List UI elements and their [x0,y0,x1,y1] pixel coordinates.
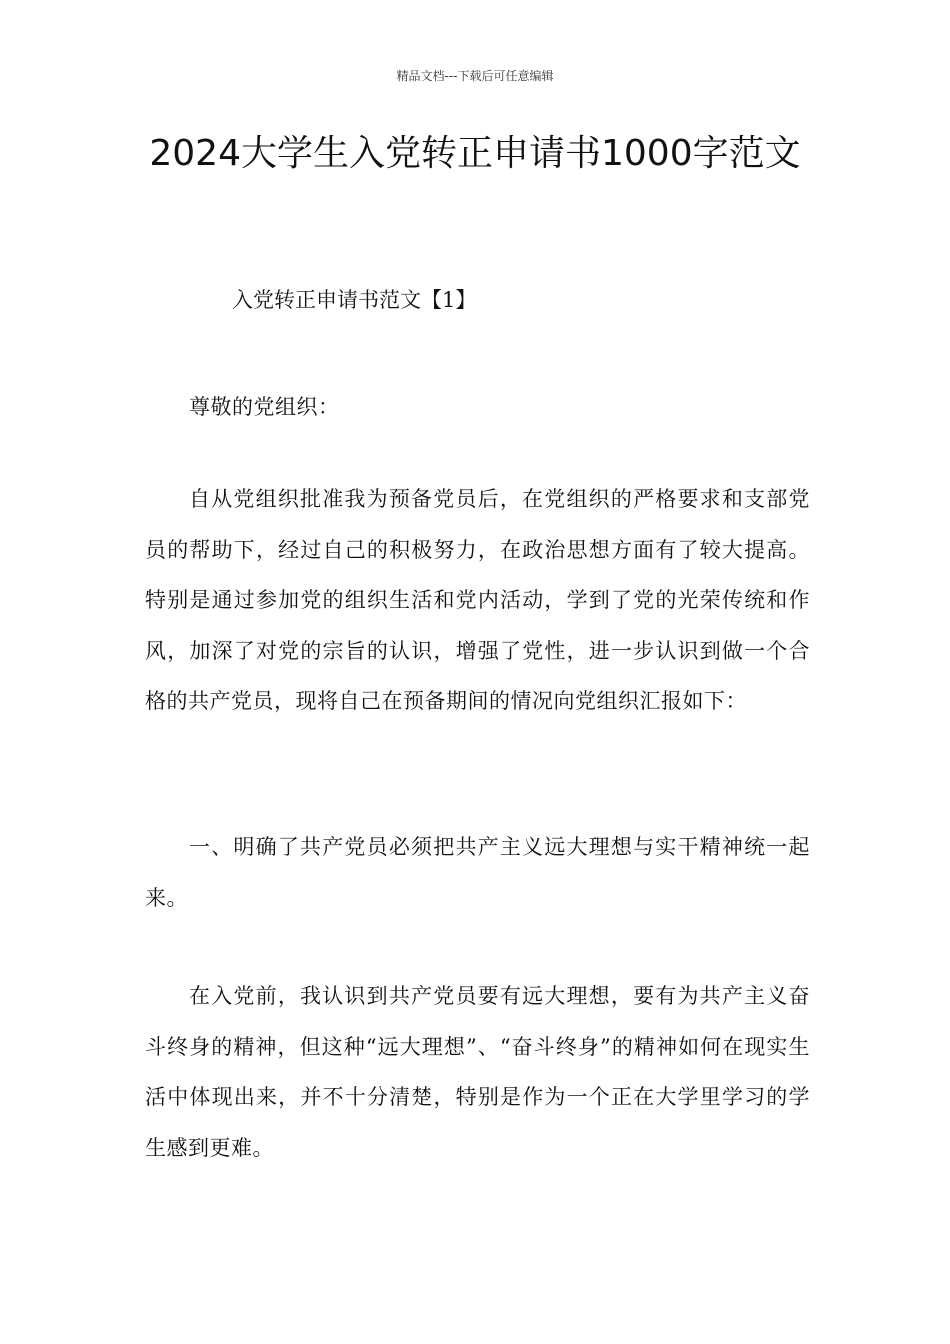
body-paragraph: 在入党前，我认识到共产党员要有远大理想，要有为共产主义奋斗终身的精神，但这种“远大理想”、“奋斗终身”的精神如何在现实生活中体现出来，并不十分清楚，特别是作为一个正在大学里学习的学生感到更难。 [145,984,810,1160]
section-heading: 入党转正申请书范文【1】 [232,288,477,312]
greeting: 尊敬的党组织： [189,395,340,419]
body-paragraph: 一、明确了共产党员必须把共产主义远大理想与实干精神统一起来。 [145,835,810,910]
header-note: 精品文档---下载后可任意编辑 [396,69,554,83]
document-title: 2024大学生入党转正申请书1000字范文 [149,133,801,174]
body-paragraph: 自从党组织批准我为预备党员后，在党组织的严格要求和支部党员的帮助下，经过自己的积极努力，在政治思想方面有了较大提高。特别是通过参加党的组织生活和党内活动，学到了党的光荣传统和作风，加深了对党的宗旨的认识，增强了党性，进一步认识到做一个合格的共产党员，现将自己在预备期间的情况向党组织汇报如下： [145,487,810,713]
